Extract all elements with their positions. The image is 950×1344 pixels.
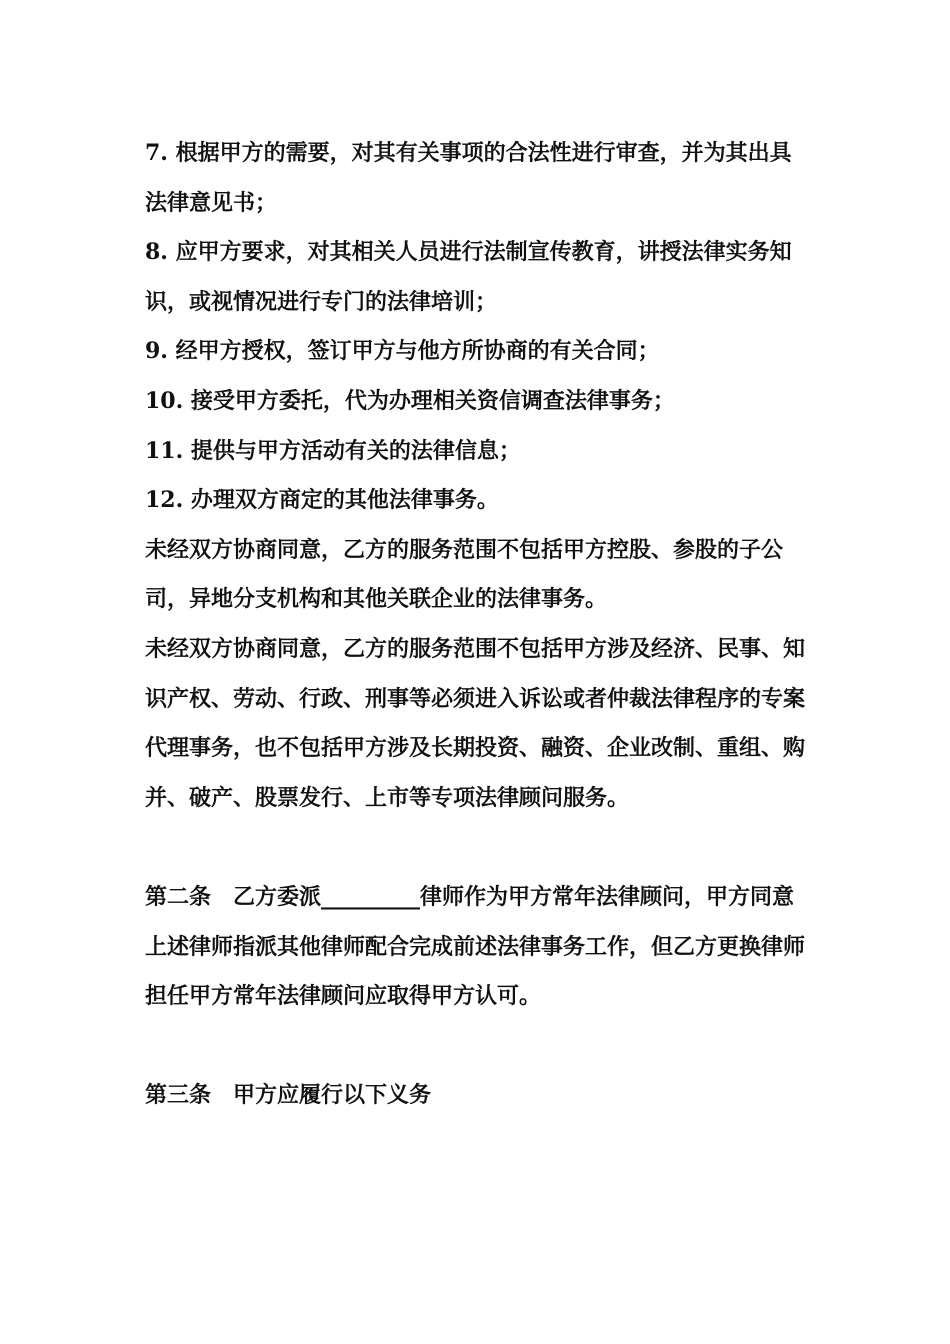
article-3-heading: 第三条 甲方应履行以下义务 xyxy=(145,1082,432,1109)
list-item-9: 9. 经甲方授权，签订甲方与他方所协商的有关合同； xyxy=(145,338,660,365)
list-item-7: 7. 根据甲方的需要，对其有关事项的合法性进行审查，并为其出具法律意见书； xyxy=(145,140,792,216)
blank-line xyxy=(145,823,813,873)
list-item-10: 10. 接受甲方委托，代为办理相关资信调查法律事务； xyxy=(145,387,675,414)
list-item-11: 11. 提供与甲方活动有关的法律信息； xyxy=(145,437,521,464)
document-body xyxy=(145,129,813,1121)
article-2-paragraph: 第二条 乙方委派_________律师作为甲方常年法律顾问，甲方同意上述律师指派其他律师配合完成前述法律事务工作，但乙方更换律师担任甲方常年法律顾问应取得甲方认可。 xyxy=(145,883,806,1010)
blank-line xyxy=(145,1022,813,1072)
exclusion-paragraph-2: 未经双方协商同意，乙方的服务范围不包括甲方涉及经济、民事、知识产权、劳动、行政、刑事等必须进入诉讼或者仲裁法律程序的专案代理事务，也不包括甲方涉及长期投资、融资、企业改制、重组、购并、破产、股票发行、上市等专项法律顾问服务。 xyxy=(145,635,806,811)
list-item-12: 12. 办理双方商定的其他法律事务。 xyxy=(145,487,499,514)
list-item-8: 8. 应甲方要求，对其相关人员进行法制宣传教育，讲授法律实务知识，或视情况进行专门的法律培训； xyxy=(145,239,792,315)
exclusion-paragraph-1: 未经双方协商同意，乙方的服务范围不包括甲方控股、参股的子公司，异地分支机构和其他关联企业的法律事务。 xyxy=(145,536,784,613)
